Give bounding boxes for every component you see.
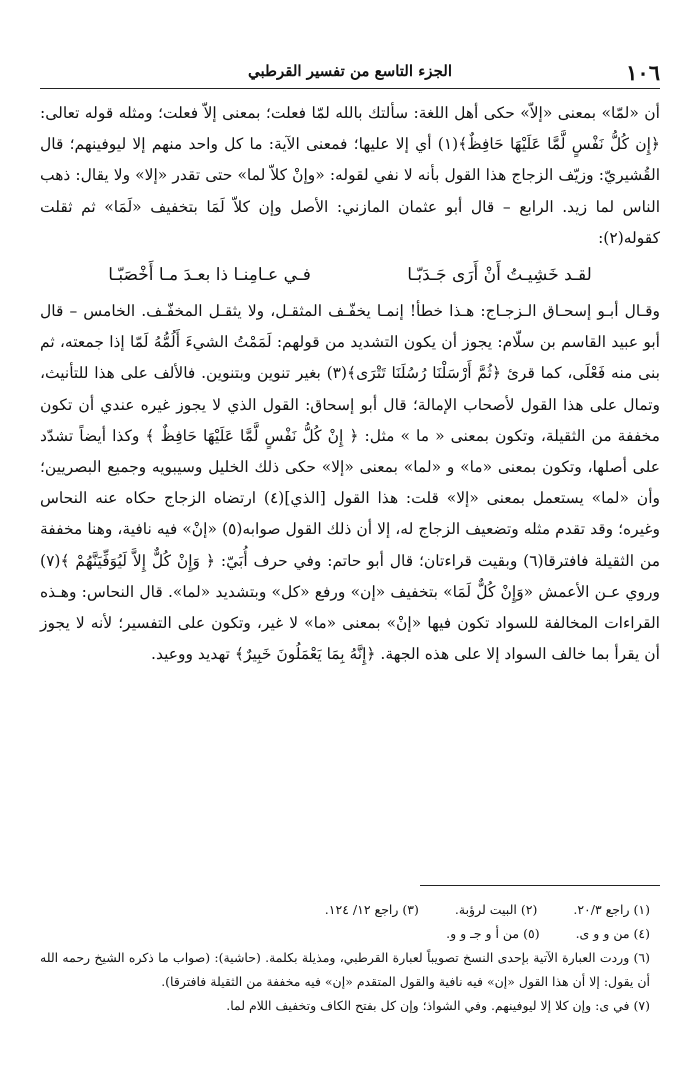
main-text xyxy=(40,98,660,670)
footnote-2: (٢) البيت لرؤبة. xyxy=(454,902,538,917)
footnote-3: (٣) راجع ١٢/ ١٢٤. xyxy=(324,902,419,917)
footnote-4: (٤) من و و ى. xyxy=(575,926,650,941)
poetry-verse xyxy=(40,254,660,296)
footnote-separator xyxy=(420,885,660,886)
footnote-5: (٥) من أ و جـ و و. xyxy=(446,926,540,941)
footnote-7: (٧) في ى: وإن كلا إلا ليوفينهم. وفي الشواذ؛ وإن كل بفتح الكاف وتخفيف اللام لما. xyxy=(226,998,650,1013)
page-number: ١٠٦ xyxy=(626,60,660,85)
verse-first-hemistich: لقـد خَشِيـتُ أَنْ أَرَى جَـدَبّـا xyxy=(407,265,592,286)
footnote-6: (٦) وردت العبارة الآتية بإحدى النسخ تصويباً لعبارة القرطبي، ومذيلة بكلمة. (حاشية): (صواب ما ذكره الشيخ رحمه الله أن يقول: إلا أن هذا القول «إن» فيه نافية والقول المتقدم «إن» فيه مخففة من الثقيلة فافترقا). xyxy=(40,950,650,989)
paragraph: وقـال أبـو إسحـاق الـزجـاج: هـذا خطأ! إنمـا يخفّـف المثقـل، ولا يثقـل المخفّـف. الخامس – قال أبو عبيد القاسم بن سلّام: يجوز أن يكون التشديد من قولهم: لَمَمْتُ الشيءَ أَلُمُّهُ لَمّا إذا جمعته، ثم بنى منه فَعْلَى، كما قرئ ﴿ثُمَّ أَرْسَلْنَا رُسُلَنَا تَتْرَى﴾(٣) بغير تنوين وبتنوين. فالألف على هذا للتأنيث، وتمال على هذا القول لأصحاب الإمالة؛ قال أبو إسحاق: القول الذي لا يجوز غيره عندي أن تكون مخففة من الثقيلة، وتكون بمعنى « ما » مثل: ﴿ إِنْ كُلُّ نَفْسٍ لَّمَّا عَلَيْهَا حَافِظٌ ﴾ وكذا أيضاً تشدّد على أصلها، وتكون بمعنى «ما» و «لما» بمعنى «إلا» حكى ذلك الخليل وسيبويه وجميع البصريين؛ وأن «لما» يستعمل بمعنى «إلا» قلت: هذا القول [الذي](٤) ارتضاه الزجاج حكاه عنه النحاس وغيره؛ وقد تقدم مثله وتضعيف الزجاج له، إلا أن ذلك القول صوابه(٥) «إنْ» فيه نافية، وهنا مخففة من الثقيلة فافترقا(٦) وبقيت قراءتان؛ قال أبو حاتم: وفي حرف أُبَيّ: ﴿ وَإِنْ كُلٌّ إِلاَّ لَيُوَفِّيَنَّهُمْ ﴾(٧) وروي عـن الأعمش «وَإِنْ كُلٌّ لَمَا» بتخفيف «إن» ورفع «كل» وبتشديد «لما». قال النحاس: وهـذه القراءات المخالفة للسواد تكون فيها «إنْ» بمعنى «ما» لا غير، وتكون على التفسير؛ لأنه لا يجوز أن يقرأ بما خالف السواد إلا على هذه الجهة. ﴿إِنَّهُ بِمَا يَعْمَلُونَ خَبِيرٌ﴾ تهديد ووعيد. xyxy=(40,302,660,664)
paragraph: أن «لمّا» بمعنى «إلاّ» حكى أهل اللغة: سألتك بالله لمّا فعلت؛ بمعنى إلاّ فعلت؛ ومثله قوله تعالى: ﴿إِن كُلُّ نَفْسٍ لَّمَّا عَلَيْهَا حَافِظٌ﴾(١) أي إلا عليها؛ فمعنى الآية: ما كل واحد منهم إلا ليوفينهم؛ قال القُشيريّ: وزيّف الزجاج هذا القول بأنه لا نفي لقوله: «وإنْ كلاّ لما» حتى تقدر «إلا» ولا يقال: ذهب الناس لما زيد. الرابع – قال أبو عثمان المازني: الأصل وإن كلاّ لَمَا بتخفيف «لَمَا» ثم ثقلت كقوله(٢): xyxy=(40,104,661,247)
footnote-1: (١) راجع ٢٠/٣. xyxy=(573,902,650,917)
footnotes xyxy=(40,898,650,1018)
verse-second-hemistich: فـي عـامِنـا ذا بعـدَ مـا أَخْصَبّـا xyxy=(108,265,311,286)
footnote-row xyxy=(40,898,650,922)
footnote-row xyxy=(40,922,650,946)
page-header xyxy=(40,58,660,89)
footnote-block xyxy=(40,946,650,1018)
running-title: الجزء التاسع من تفسير القرطبي xyxy=(248,62,452,80)
